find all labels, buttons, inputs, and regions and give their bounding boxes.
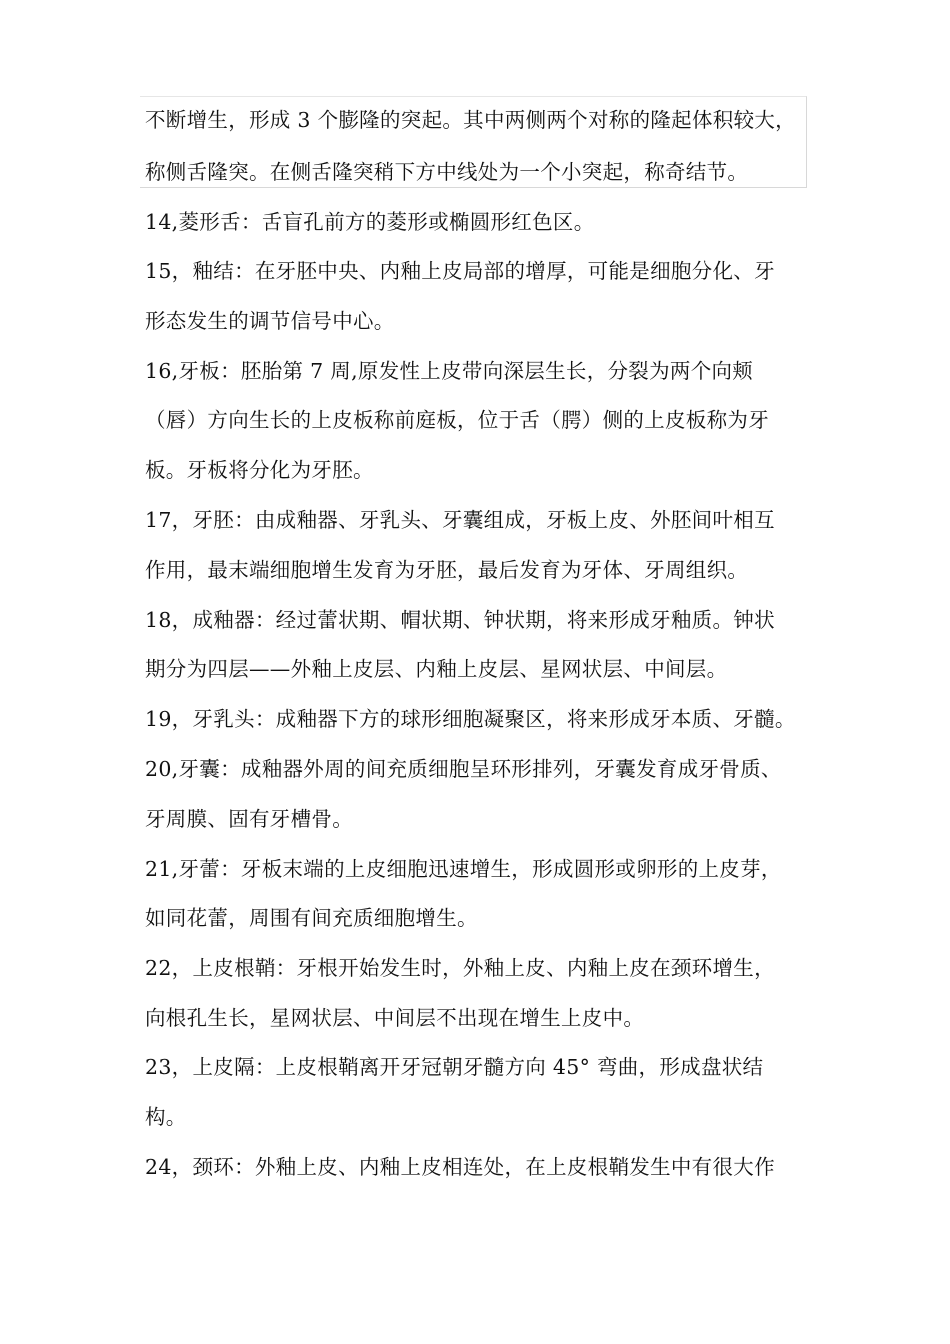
text-line: 21,牙蕾：牙板末端的上皮细胞迅速增生，形成圆形或卵形的上皮芽， bbox=[145, 857, 782, 881]
text-line: 22，上皮根鞘：牙根开始发生时，外釉上皮、内釉上皮在颈环增生， bbox=[145, 956, 775, 980]
text-line: 构。 bbox=[145, 1105, 187, 1129]
text-line: 如同花蕾，周围有间充质细胞增生。 bbox=[145, 906, 478, 930]
text-line: 17，牙胚：由成釉器、牙乳头、牙囊组成，牙板上皮、外胚间叶相互 bbox=[145, 508, 775, 532]
text-line: 18，成釉器：经过蕾状期、帽状期、钟状期，将来形成牙釉质。钟状 bbox=[145, 608, 775, 632]
text-line: 20,牙囊：成釉器外周的间充质细胞呈环形排列，牙囊发育成牙骨质、 bbox=[145, 757, 782, 781]
text-line: 14,菱形舌：舌盲孔前方的菱形或椭圆形红色区。 bbox=[145, 210, 595, 234]
text-line: 23，上皮隔：上皮根鞘离开牙冠朝牙髓方向 45° 弯曲，形成盘状结 bbox=[145, 1055, 764, 1079]
text-line: 16,牙板：胚胎第 7 周,原发性上皮带向深层生长，分裂为两个向颊 bbox=[145, 359, 754, 383]
text-line: （唇）方向生长的上皮板称前庭板，位于舌（腭）侧的上皮板称为牙 bbox=[145, 408, 769, 432]
text-line: 作用，最末端细胞增生发育为牙胚，最后发育为牙体、牙周组织。 bbox=[145, 558, 749, 582]
text-line: 15，釉结：在牙胚中央、内釉上皮局部的增厚，可能是细胞分化、牙 bbox=[145, 259, 775, 283]
text-line: 24，颈环：外釉上皮、内釉上皮相连处，在上皮根鞘发生中有很大作 bbox=[145, 1155, 775, 1179]
text-line: 板。牙板将分化为牙胚。 bbox=[145, 458, 374, 482]
text-line: 不断增生，形成 3 个膨隆的突起。其中两侧两个对称的隆起体积较大， bbox=[145, 108, 796, 132]
text-line: 称侧舌隆突。在侧舌隆突稍下方中线处为一个小突起，称奇结节。 bbox=[145, 160, 749, 184]
text-line: 19，牙乳头：成釉器下方的球形细胞凝聚区，将来形成牙本质、牙髓。 bbox=[145, 707, 796, 731]
text-line: 向根孔生长，星网状层、中间层不出现在增生上皮中。 bbox=[145, 1006, 645, 1030]
text-line: 期分为四层——外釉上皮层、内釉上皮层、星网状层、中间层。 bbox=[145, 657, 728, 681]
text-line: 形态发生的调节信号中心。 bbox=[145, 309, 395, 333]
text-line: 牙周膜、固有牙槽骨。 bbox=[145, 807, 353, 831]
